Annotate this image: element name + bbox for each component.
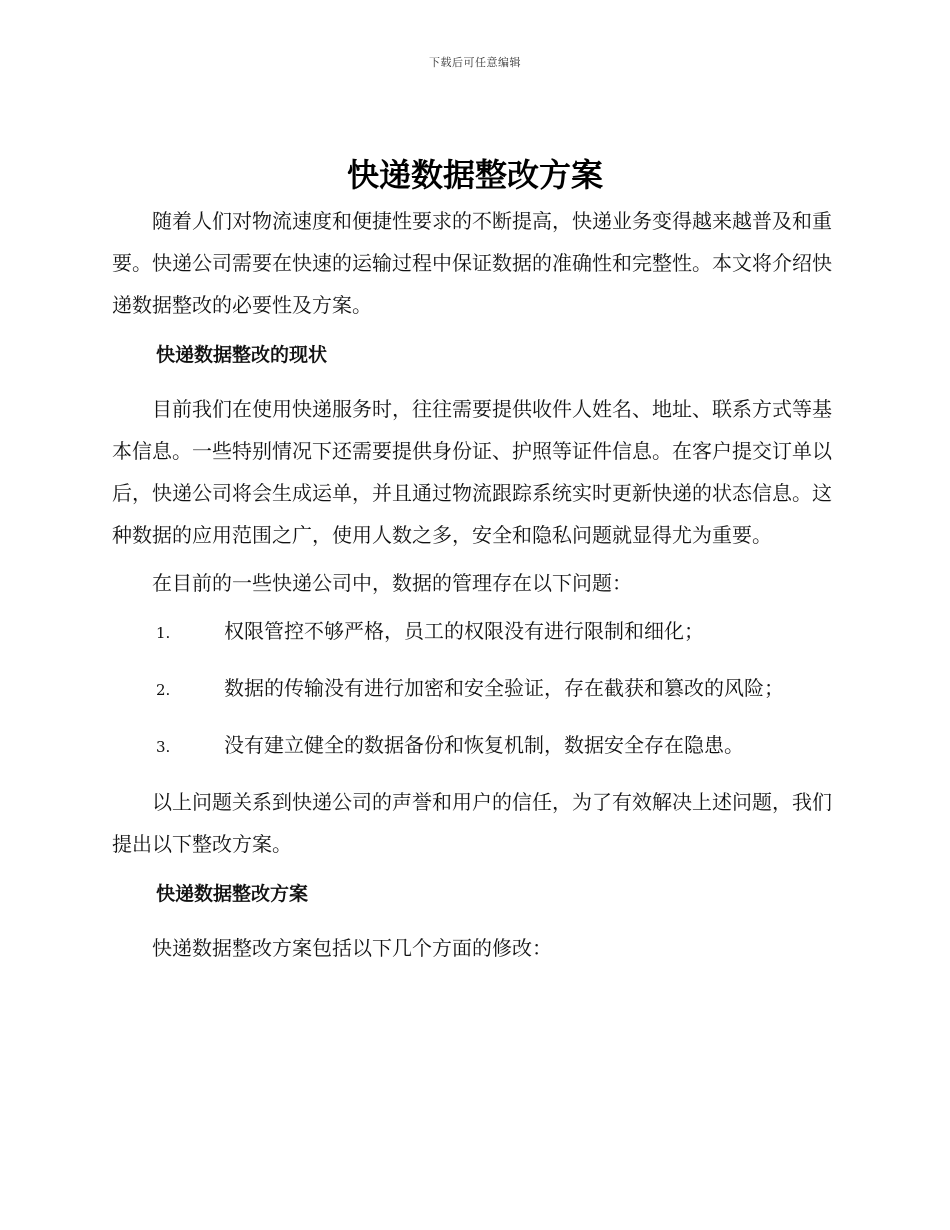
list-item [112, 724, 832, 768]
plan-intro-paragraph: 快递数据整改方案包括以下几个方面的修改： [152, 936, 552, 960]
section-heading-status: 快递数据整改的现状 [156, 344, 328, 366]
intro-paragraph: 随着人们对物流速度和便捷性要求的不断提高，快递业务变得越来越普及和重要。快递公司需要在快速的运输过程中保证数据的准确性和完整性。本文将介绍快递数据整改的必要性及方案。 [112, 209, 832, 317]
document-body [112, 200, 832, 975]
list-item [112, 667, 832, 711]
list-item-text: 没有建立健全的数据备份和恢复机制，数据安全存在隐患。 [224, 733, 744, 757]
list-item-number: 3. [156, 738, 171, 756]
list-item-text: 数据的传输没有进行加密和安全验证，存在截获和篡改的风险； [224, 676, 784, 700]
document-title: 快递数据整改方案 [346, 156, 603, 194]
header-note: 下载后可任意编辑 [429, 56, 521, 69]
issues-intro-paragraph: 在目前的一些快递公司中，数据的管理存在以下问题： [152, 571, 632, 595]
conclusion-paragraph: 以上问题关系到快递公司的声誉和用户的信任，为了有效解决上述问题，我们提出以下整改方案。 [112, 790, 832, 856]
status-paragraph: 目前我们在使用快递服务时，往往需要提供收件人姓名、地址、联系方式等基本信息。一些特别情况下还需要提供身份证、护照等证件信息。在客户提交订单以后，快递公司将会生成运单，并且通过物流跟踪系统实时更新快递的状态信息。这种数据的应用范围之广，使用人数之多，安全和隐私问题就显得尤为重要。 [112, 397, 832, 547]
section-heading-plan: 快递数据整改方案 [156, 883, 309, 905]
list-item-text: 权限管控不够严格，员工的权限没有进行限制和细化； [224, 619, 704, 643]
list-item-number: 2. [156, 681, 171, 699]
issues-list [112, 610, 832, 768]
list-item-number: 1. [156, 624, 171, 642]
list-item [112, 610, 832, 654]
